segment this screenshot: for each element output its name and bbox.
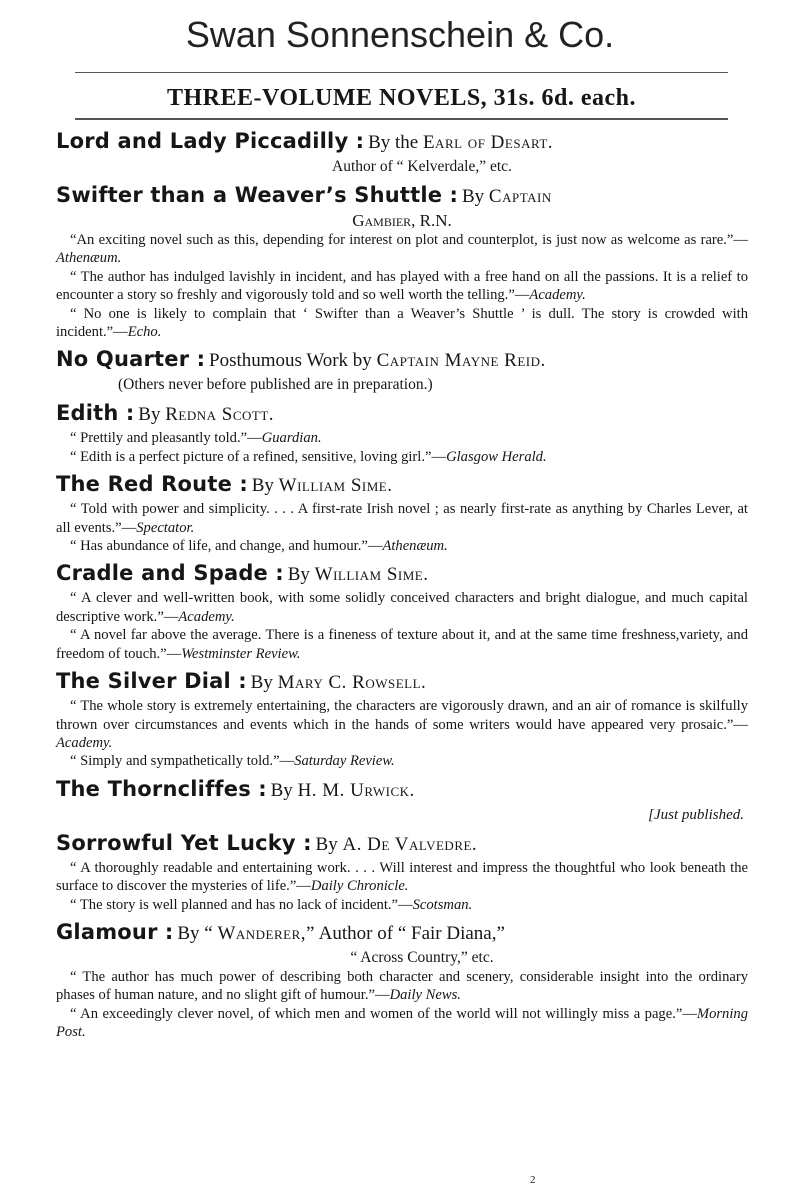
book-entry (56, 775, 748, 825)
review-text: “ The whole story is extremely entertaining, the characters are vigorously drawn, and an air of romance is skilfully thrown over circumstances and events which in the hands of some writers would have appeared very prosaic.”— (56, 698, 748, 733)
review-text: “ A clever and well-written book, with some solidly conceived characters and bright dialogue, and much capital descriptive work.”— (56, 590, 748, 625)
book-title-line (56, 918, 748, 948)
page-number: 2 (530, 1174, 536, 1186)
review-quote (56, 896, 748, 914)
review-text: “ Edith is a perfect picture of a refined, sensitive, loving girl.”— (70, 448, 447, 465)
book-author: Redna Scott. (165, 404, 275, 426)
book-author: Earl of Desart. (422, 132, 554, 153)
book-title-line (56, 829, 748, 859)
title-separator: : (442, 183, 458, 207)
byline-prefix: By (270, 779, 298, 801)
book-entry (56, 345, 748, 395)
review-quote (56, 231, 748, 268)
review-text: “ Has abundance of life, and change, and humour.”— (70, 538, 383, 555)
book-title: Edith (56, 401, 119, 426)
review-quote (56, 626, 748, 663)
title-separator: : (118, 401, 135, 426)
book-subline: Gambier, R.N. (352, 211, 452, 230)
book-title-line (56, 399, 748, 429)
book-entry (56, 829, 748, 914)
byline-prefix: By (250, 672, 278, 694)
review-quote (56, 537, 748, 555)
review-text: “ Told with power and simplicity. . . . A first-rate Irish novel ; as nearly first-rate as anything by Charles Lever, at all events.”— (56, 501, 748, 536)
byline-prefix: By (251, 475, 279, 497)
byline-suffix: Author of “ Fair Diana,” (314, 922, 505, 944)
book-title: The Red Route (56, 472, 233, 497)
book-byline (251, 672, 427, 693)
review-text: “ A thoroughly readable and entertaining work. . . . Will interest and impress the thoughtful who look beneath the surface to discover the mysteries of life.”— (56, 859, 748, 895)
review-source: Academy. (529, 287, 586, 304)
title-separator: : (348, 129, 365, 153)
book-byline (138, 404, 274, 425)
byline-prefix: By (287, 564, 315, 586)
title-separator: : (250, 776, 267, 801)
book-title: Glamour (56, 919, 158, 944)
review-source: Westminster Review. (181, 645, 301, 662)
review-source: Athenæum. (56, 250, 122, 267)
book-byline (209, 350, 546, 371)
book-title-line (56, 181, 748, 211)
book-byline (271, 780, 415, 801)
book-title-line (56, 559, 748, 589)
review-quote (56, 968, 748, 1005)
review-source: Athenæum. (382, 538, 448, 555)
book-entry (56, 667, 748, 771)
byline-prefix: By (138, 404, 166, 426)
review-source: Academy. (56, 734, 113, 751)
book-title: The Silver Dial (56, 669, 231, 694)
review-quote (56, 429, 748, 447)
publisher-name: Swan Sonnenschein & Co. (185, 14, 615, 55)
book-title-line (56, 127, 748, 157)
review-source: Daily Chronicle. (310, 878, 409, 895)
book-author: A. De Valvedre. (342, 833, 478, 855)
header-rule (75, 72, 728, 73)
book-subline: Author of “ Kelverdale,” etc. (332, 158, 512, 175)
book-title-line (56, 667, 748, 697)
title-separator: : (157, 919, 174, 944)
publication-note: [Just published. (648, 806, 744, 823)
title-separator: : (295, 830, 312, 855)
review-source: Echo. (127, 324, 162, 341)
book-byline (252, 475, 393, 496)
book-title: The Thorncliffes (56, 776, 251, 801)
book-byline (177, 923, 505, 944)
title-separator: : (189, 347, 205, 372)
review-quote (56, 589, 748, 626)
review-source: Guardian. (261, 430, 322, 447)
book-author: Wanderer,” (217, 922, 315, 944)
review-text: “An exciting novel such as this, depending for interest on plot and counterplot, is just now as welcome as rare.”— (70, 232, 748, 248)
review-text: “ A novel far above the average. There is a fineness of texture about it, and at the same time freshness,variety, and freedom of touch.”— (56, 627, 748, 662)
book-title-line (56, 345, 748, 375)
book-entry (56, 181, 748, 341)
byline-prefix: By “ (177, 922, 218, 944)
title-separator: : (230, 669, 247, 694)
book-author: William Sime. (314, 564, 429, 586)
byline-prefix: Posthumous Work by (209, 350, 377, 372)
title-separator: : (232, 472, 248, 497)
book-byline (288, 564, 429, 585)
byline-prefix: By (461, 186, 489, 207)
review-source: Scotsman. (412, 896, 473, 913)
book-byline (462, 186, 552, 207)
book-subline: “ Across Country,” etc. (350, 948, 494, 966)
review-source: Saturday Review. (294, 753, 395, 770)
review-source: Academy. (178, 608, 235, 625)
heading-underline (75, 118, 728, 120)
book-title: Sorrowful Yet Lucky (56, 830, 296, 855)
book-entry (56, 127, 748, 177)
book-author: Captain (488, 186, 552, 207)
book-title: Swifter than a Weaver’s Shuttle (56, 183, 443, 207)
review-quote (56, 859, 748, 896)
book-author: Captain Mayne Reid. (376, 350, 546, 372)
book-title: Cradle and Spade (56, 561, 268, 586)
book-author: H. M. Urwick. (297, 779, 415, 801)
review-quote (56, 752, 748, 770)
book-byline (316, 834, 478, 855)
review-text: “ Prettily and pleasantly told.”— (70, 430, 262, 447)
review-text: “ No one is likely to complain that ‘ Swifter than a Weaver’s Shuttle ’ is dull. The story is crowded with incident.”— (56, 305, 748, 341)
book-author: William Sime. (278, 475, 393, 497)
book-title-line (56, 775, 748, 805)
review-text: “ An exceedingly clever novel, of which men and women of the world will not willingly miss a page.”— (70, 1005, 697, 1022)
review-quote (56, 305, 748, 342)
book-title-line (56, 470, 748, 500)
book-title: Lord and Lady Piccadilly (56, 129, 349, 153)
review-source: Glasgow Herald. (446, 448, 547, 465)
book-byline (368, 132, 553, 153)
book-title: No Quarter (56, 347, 190, 372)
book-subline: (Others never before published are in preparation.) (118, 376, 433, 394)
book-entry (56, 399, 748, 466)
review-text: “ Simply and sympathetically told.”— (70, 753, 295, 770)
review-source: Spectator. (136, 519, 195, 536)
review-source: Daily News. (389, 987, 461, 1004)
review-quote (56, 448, 748, 466)
book-entry (56, 559, 748, 663)
byline-prefix: By the (368, 132, 423, 153)
review-quote (56, 697, 748, 752)
review-source: Morning Post. (56, 1005, 748, 1041)
review-quote (56, 268, 748, 305)
book-list (56, 127, 748, 1046)
section-heading: THREE-VOLUME NOVELS, 31s. 6d. each. (166, 85, 637, 111)
book-entry (56, 470, 748, 555)
book-entry (56, 918, 748, 1042)
review-quote (56, 1005, 748, 1042)
byline-prefix: By (315, 833, 343, 855)
review-text: “ The author has much power of describing both character and scenery, considerable insight into the ordinary phases of human nature, and no slight gift of humour.”— (56, 968, 748, 1004)
title-separator: : (268, 561, 284, 586)
review-text: “ The author has indulged lavishly in incident, and has played with a free hand on all the passions. It is a relief to encounter a story so freshly and vigorously told and so well worth the telling.”— (56, 268, 748, 304)
review-quote (56, 500, 748, 537)
review-text: “ The story is well planned and has no lack of incident.”— (70, 896, 413, 913)
book-author: Mary C. Rowsell. (277, 672, 427, 694)
